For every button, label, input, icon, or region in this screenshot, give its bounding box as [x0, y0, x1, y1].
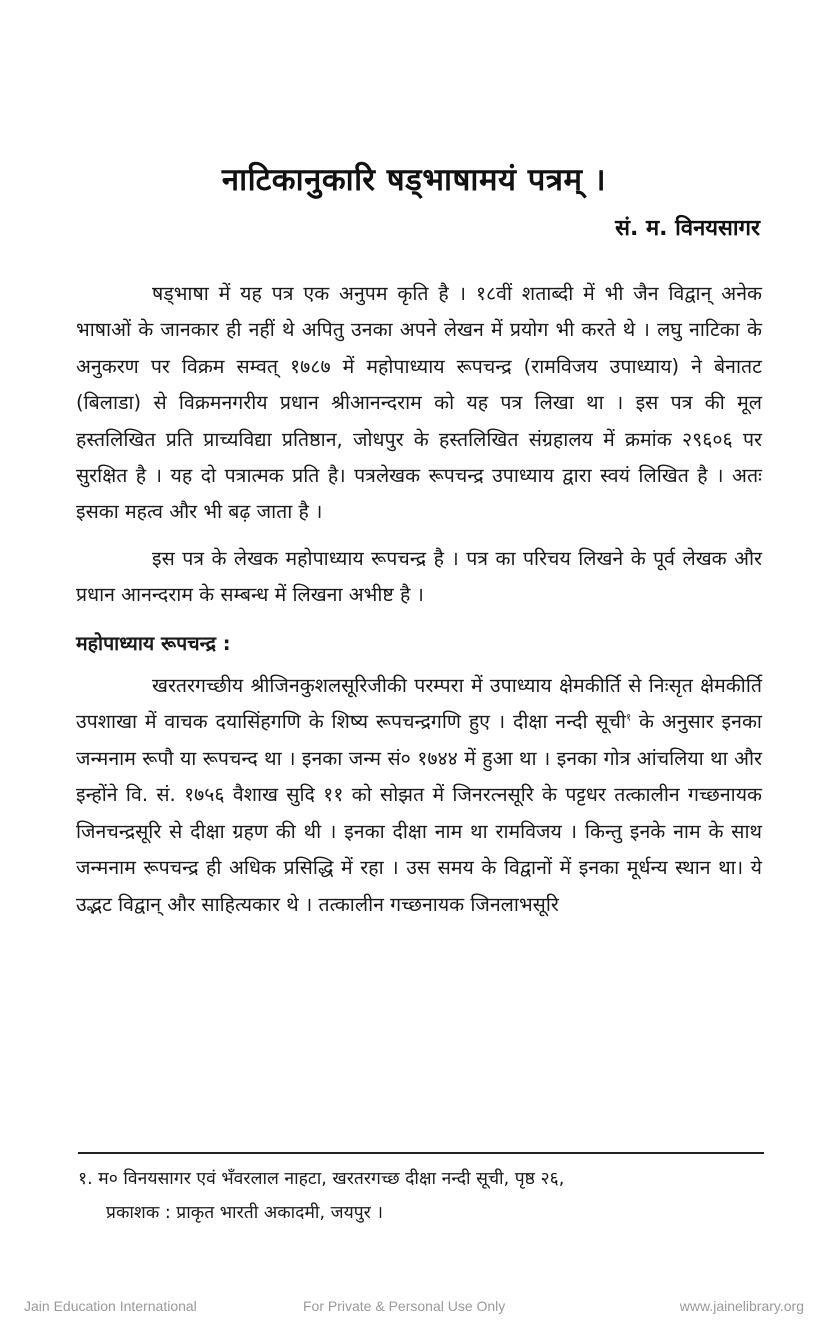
footnote-marker[interactable]: १	[625, 712, 632, 724]
section-heading: महोपाध्याय रूपचन्द्र :	[76, 631, 231, 655]
biography-text-part2: के अनुसार इनका जन्मनाम रूपौ या रूपचन्द था । इनका जन्म सं० १७४४ में हुआ था । इनका गोत्र आंचलिया था और इन्होंने वि. सं. १७५६ वैशाख सुदि ११ को सोझत में जिनरत्नसूरि के पट्टधर तत्कालीन गच्छनायक जिनचन्द्रसूरि से दीक्षा ग्रहण की थी । इनका दीक्षा नाम था रामविजय । किन्तु इनके नाम के साथ जन्मनाम रूपचन्द्र ही अधिक प्रसिद्धि में रहा । उस समय के विद्वानों में इनका मूर्धन्य स्थान था। ये उद्भट विद्वान् और साहित्यकार थे । तत्कालीन गच्छनायक जिनलाभसूरि	[76, 710, 762, 916]
footer-publisher: Jain Education International	[24, 1298, 197, 1314]
paragraph-biography	[76, 668, 762, 923]
page-footer	[0, 1298, 828, 1320]
biography-text-part1: खरतरगच्छीय श्रीजिनकुशलसूरिजीकी परम्परा में उपाध्याय क्षेमकीर्ति से निःसृत क्षेमकीर्ति उपशाखा में वाचक दयासिंहगणि के शिष्य रूपचन्द्रगणि हुए । दीक्षा नन्दी सूची	[76, 674, 762, 734]
footer-usage-note: For Private & Personal Use Only	[303, 1298, 506, 1314]
footer-website-link[interactable]: www.jainelibrary.org	[679, 1298, 804, 1314]
body-text	[76, 276, 762, 923]
footnote-divider	[78, 1152, 764, 1154]
author-byline: सं. म. विनयसागर	[615, 216, 760, 241]
page-title: नाटिकानुकारि षड्भाषामयं पत्रम् ।	[221, 162, 607, 198]
footnote-line-2: प्रकाशक : प्राकृत भारती अकादमी, जयपुर ।	[106, 1203, 384, 1223]
paragraph-author-intro: इस पत्र के लेखक महोपाध्याय रूपचन्द्र है । पत्र का परिचय लिखने के पूर्व लेखक और प्रधान आनन्दराम के सम्बन्ध में लिखना अभीष्ट है ।	[76, 546, 762, 607]
footnote-line-1: १. म० विनयसागर एवं भँवरलाल नाहटा, खरतरगच्छ दीक्षा नन्दी सूची, पृष्ठ २६,	[78, 1169, 565, 1189]
paragraph-intro: षड्भाषा में यह पत्र एक अनुपम कृति है । १८वीं शताब्दी में भी जैन विद्वान् अनेक भाषाओं के जानकार ही नहीं थे अपितु उनका अपने लेखन में प्रयोग भी करते थे । लघु नाटिका के अनुकरण पर विक्रम सम्वत् १७८७ में महोपाध्याय रूपचन्द्र (रामविजय उपाध्याय) ने बेनातट (बिलाडा) से विक्रमनगरीय प्रधान श्रीआनन्दराम को यह पत्र लिखा था । इस पत्र की मूल हस्तलिखित प्रति प्राच्यविद्या प्रतिष्ठान, जोधपुर के हस्तलिखित संग्रहालय में क्रमांक २९६०६ पर सुरक्षित है । यह दो पत्रात्मक प्रति है। पत्रलेखक रूपचन्द्र उपाध्याय द्वारा स्वयं लिखित है । अतः इसका महत्व और भी बढ़ जाता है ।	[76, 282, 762, 524]
footnote	[78, 1162, 768, 1230]
